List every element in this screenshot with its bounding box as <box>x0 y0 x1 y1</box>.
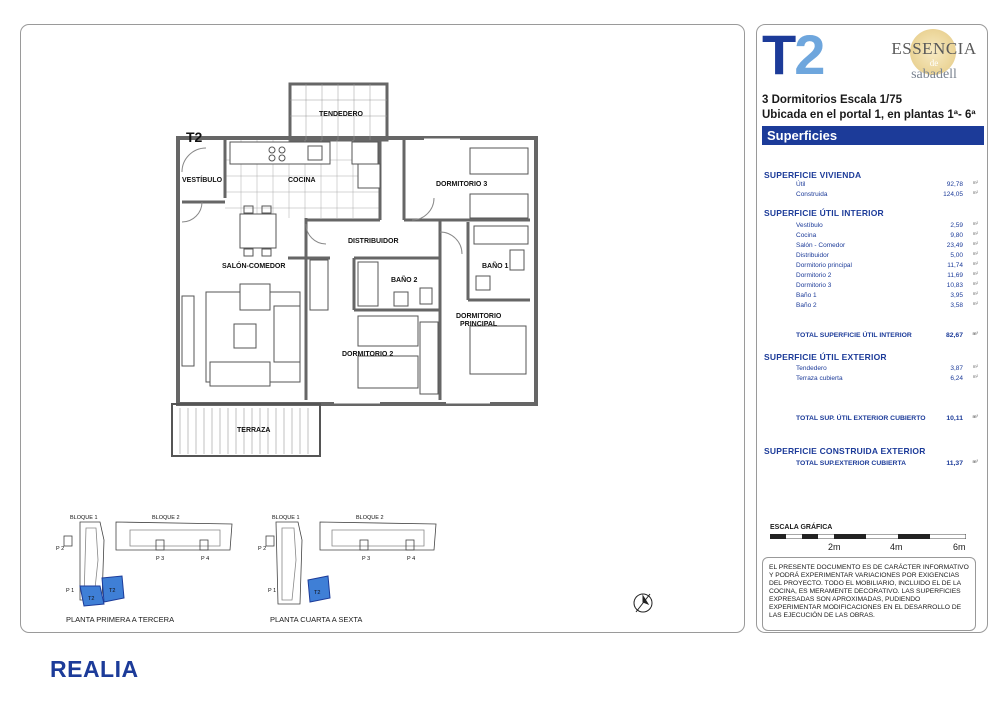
key-1-p1: P 1 <box>66 588 75 594</box>
row-unit: m² <box>972 261 978 266</box>
vivienda-row <box>796 191 982 200</box>
util-exterior-row <box>796 365 982 374</box>
row-unit: m² <box>972 414 978 419</box>
key-1-bloque-1: BLOQUE 1 <box>70 515 98 521</box>
util-interior-total-row <box>796 332 982 341</box>
key-2-p2: P 2 <box>258 546 267 552</box>
row-value: 23,49 <box>946 242 963 249</box>
row-label: Terraza cubierta <box>796 375 843 382</box>
key-plan-2 <box>258 515 436 604</box>
row-label: Baño 1 <box>796 292 817 299</box>
util-interior-row <box>796 302 982 311</box>
row-unit: m² <box>972 190 978 195</box>
scale-mark-6m: 6m <box>953 542 966 552</box>
section-construida-exterior-title: SUPERFICIE CONSTRUIDA EXTERIOR <box>764 446 926 456</box>
label-terraza: TERRAZA <box>237 427 271 434</box>
row-unit: m² <box>972 301 978 306</box>
row-label: Tendedero <box>796 365 827 372</box>
row-value: 3,87 <box>950 365 963 372</box>
key-2-p3: P 3 <box>362 556 371 562</box>
util-interior-row <box>796 262 982 271</box>
unit-code <box>762 23 824 86</box>
unit-location: Ubicada en el portal 1, en plantas 1ª- 6ª <box>762 109 976 121</box>
row-label: Dormitorio 3 <box>796 282 832 289</box>
label-vestibulo: VESTÍBULO <box>182 177 223 184</box>
label-dormitorio-2: DORMITORIO 2 <box>342 351 394 358</box>
util-interior-row <box>796 292 982 301</box>
brand-logo <box>886 39 982 81</box>
row-value: 124,05 <box>943 191 963 198</box>
label-dormitorio-principal-2: PRINCIPAL <box>460 321 498 328</box>
key-2-p4: P 4 <box>407 556 416 562</box>
util-interior-row <box>796 272 982 281</box>
label-cocina: COCINA <box>288 177 316 184</box>
util-interior-row <box>796 232 982 241</box>
row-label: Cocina <box>796 232 817 239</box>
construida-exterior-total-row <box>796 460 982 469</box>
row-unit: m² <box>972 281 978 286</box>
row-value: 6,24 <box>950 375 963 382</box>
row-unit: m² <box>972 231 978 236</box>
section-util-exterior-title: SUPERFICIE ÚTIL EXTERIOR <box>764 352 887 362</box>
realia-logo: REALIA <box>50 656 139 682</box>
key-2-p1: P 1 <box>268 588 277 594</box>
row-unit: m² <box>972 180 978 185</box>
vivienda-row <box>796 181 982 190</box>
util-interior-row <box>796 222 982 231</box>
key-1-p2: P 2 <box>56 546 65 552</box>
superficies-header: Superficies <box>762 126 984 145</box>
row-value: 9,80 <box>950 232 963 239</box>
key-plan-2-caption: PLANTA CUARTA A SEXTA <box>270 615 363 624</box>
row-unit: m² <box>972 251 978 256</box>
row-label: TOTAL SUPERFICIE ÚTIL INTERIOR <box>796 332 912 339</box>
row-value: 3,95 <box>950 292 963 299</box>
key-1-bloque-2: BLOQUE 2 <box>152 515 180 521</box>
brand-name-middle: de <box>929 58 939 68</box>
row-unit: m² <box>972 221 978 226</box>
row-label: Construida <box>796 191 828 198</box>
label-distribuidor: DISTRIBUIDOR <box>348 238 399 245</box>
row-value: 5,00 <box>950 252 963 259</box>
util-exterior-total-row <box>796 415 982 424</box>
row-unit: m² <box>972 374 978 379</box>
label-tendedero: TENDEDERO <box>319 111 363 118</box>
util-interior-row <box>796 242 982 251</box>
scale-mark-2m: 2m <box>828 542 841 552</box>
key-1-unit-b: T2 <box>109 588 116 594</box>
key-2-bloque-2: BLOQUE 2 <box>356 515 384 521</box>
unit-summary: 3 Dormitorios Escala 1/75 <box>762 94 902 106</box>
label-dormitorio-3: DORMITORIO 3 <box>436 181 488 188</box>
label-dormitorio-principal-1: DORMITORIO <box>456 313 502 320</box>
unit-code-number: 2 <box>794 23 824 86</box>
row-unit: m² <box>972 291 978 296</box>
unit-tag: T2 <box>186 129 203 145</box>
util-exterior-row <box>796 375 982 384</box>
row-label: Dormitorio principal <box>796 262 852 269</box>
row-value: 82,67 <box>945 332 963 339</box>
north-arrow-icon <box>634 594 652 612</box>
row-value: 3,58 <box>950 302 963 309</box>
row-label: Distribuidor <box>796 252 829 259</box>
row-label: TOTAL SUP. ÚTIL EXTERIOR CUBIERTO <box>796 415 926 422</box>
label-bano-1: BAÑO 1 <box>482 263 509 270</box>
scale-bar <box>770 534 966 539</box>
util-interior-row <box>796 252 982 261</box>
disclaimer-text: EL PRESENTE DOCUMENTO ES DE CARÁCTER INFORMATIVO Y PODRÁ EXPERIMENTAR VARIACIONES POR EXIGENCIAS DEL PROYECTO. TODO EL MOBILIARIO, INCLUIDO EL DE LA COCINA, ES MERAMENTE DECORATIVO. LAS SUPERFICIES EXPRESADAS SON APROXIMADAS, PUDIENDO EXPERIMENTAR MODIFICACIONES EN EL DESARROLLO DE LAS EJECUCIÓN DE LAS OBRAS. <box>762 557 976 631</box>
brand-name-top: ESSENCIA <box>891 39 977 58</box>
row-value: 11,37 <box>946 460 963 467</box>
key-1-p4: P 4 <box>201 556 210 562</box>
row-value: 2,59 <box>950 222 963 229</box>
row-label: Útil <box>796 181 806 188</box>
row-label: Salón - Comedor <box>796 242 846 249</box>
row-value: 10,11 <box>946 415 963 422</box>
row-unit: m² <box>972 364 978 369</box>
row-value: 10,83 <box>946 282 963 289</box>
row-unit: m² <box>972 241 978 246</box>
util-interior-row <box>796 282 982 291</box>
row-label: Vestíbulo <box>796 222 823 229</box>
key-2-bloque-1: BLOQUE 1 <box>272 515 300 521</box>
row-label: Dormitorio 2 <box>796 272 832 279</box>
scale-label: ESCALA GRÁFICA <box>770 524 833 531</box>
key-plan-1-caption: PLANTA PRIMERA A TERCERA <box>66 615 175 624</box>
brand-name-bottom: sabadell <box>911 67 957 82</box>
label-bano-2: BAÑO 2 <box>391 277 418 284</box>
row-label: Baño 2 <box>796 302 817 309</box>
label-salon-comedor: SALÓN-COMEDOR <box>222 263 286 270</box>
section-util-interior-title: SUPERFICIE ÚTIL INTERIOR <box>764 208 884 218</box>
key-1-p3: P 3 <box>156 556 165 562</box>
row-value: 92,78 <box>946 181 963 188</box>
scale-mark-4m: 4m <box>890 542 903 552</box>
row-value: 11,74 <box>947 262 963 269</box>
row-value: 11,69 <box>947 272 963 279</box>
key-1-unit-a: T2 <box>88 596 95 602</box>
row-unit: m² <box>972 331 978 336</box>
key-plan-1 <box>56 515 232 606</box>
key-2-unit: T2 <box>314 590 321 596</box>
row-unit: m² <box>972 459 978 464</box>
section-vivienda-title: SUPERFICIE VIVIENDA <box>764 170 862 180</box>
unit-code-letter: T <box>762 23 795 86</box>
row-unit: m² <box>972 271 978 276</box>
row-label: TOTAL SUP.EXTERIOR CUBIERTA <box>796 460 907 467</box>
